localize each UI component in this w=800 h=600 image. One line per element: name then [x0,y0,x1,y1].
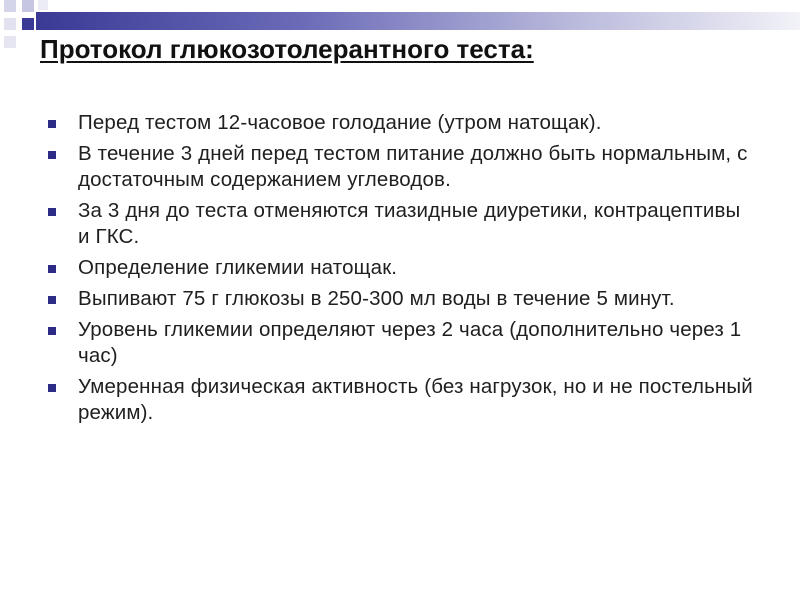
list-item-text: Умеренная физическая активность (без нагрузок, но и не постельный режим). [78,375,753,424]
decor-square [4,36,16,48]
square-bullet-icon [48,296,56,304]
list-item-text: Выпивают 75 г глюкозы в 250-300 мл воды в течение 5 минут. [78,287,675,310]
list-item-text: Определение гликемии натощак. [78,256,398,279]
list-item-text: Перед тестом 12-часовое голодание (утром натощак). [78,111,602,134]
square-bullet-icon [48,265,56,273]
list-item [44,374,754,426]
square-bullet-icon [48,120,56,128]
square-bullet-icon [48,384,56,392]
header-gradient-bar [36,12,800,30]
decor-square [4,18,16,30]
list-item-text: В течение 3 дней перед тестом питание должно быть нормальным, с достаточным содержанием углеводов. [78,142,748,191]
list-item [44,110,754,136]
slide-title: Протокол глюкозотолерантного теста: [40,34,534,64]
list-item [44,198,754,250]
list-item [44,317,754,369]
list-item-text: За 3 дня до теста отменяются тиазидные диуретики, контрацептивы и ГКС. [78,199,741,248]
decor-square [4,0,16,12]
square-bullet-icon [48,208,56,216]
list-item [44,286,754,312]
list-item [44,255,754,281]
square-bullet-icon [48,327,56,335]
decor-square [22,0,34,12]
list-item [44,141,754,193]
square-bullet-icon [48,151,56,159]
decor-square [38,0,48,10]
list-item-text: Уровень гликемии определяют через 2 часа (дополнительно через 1 час) [78,318,742,367]
decor-square [22,18,34,30]
bullet-list [44,110,754,431]
